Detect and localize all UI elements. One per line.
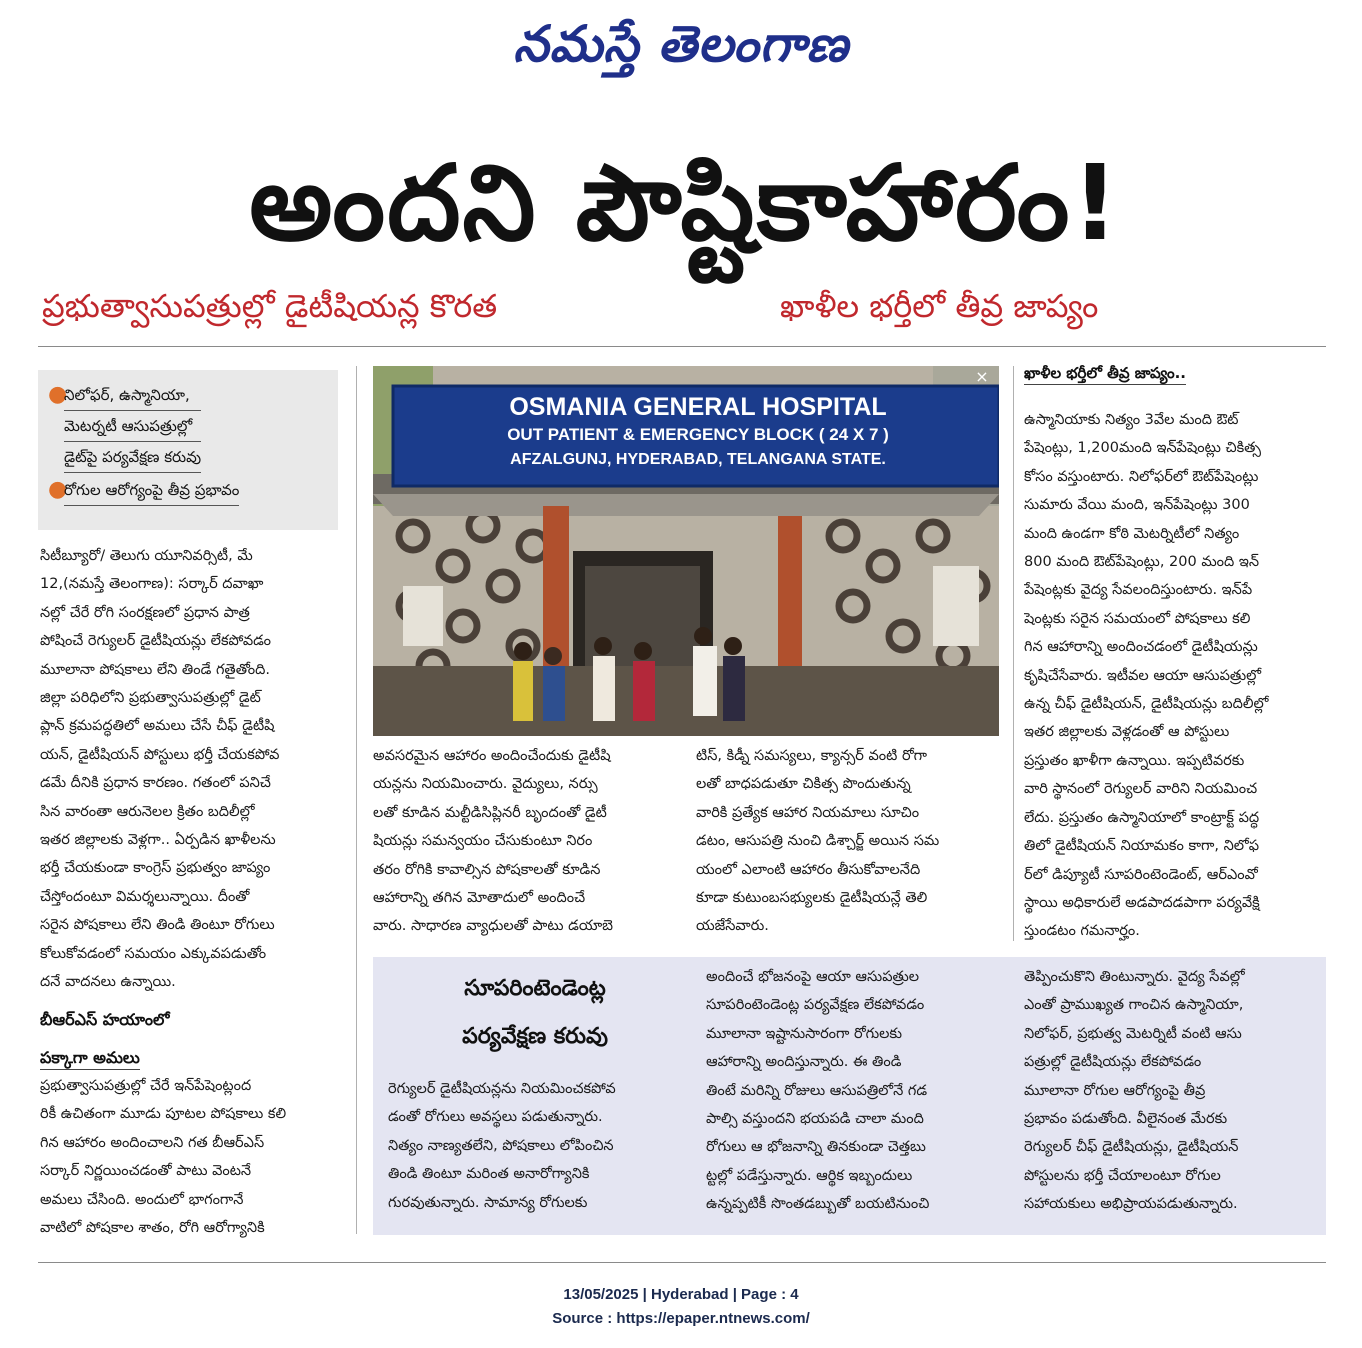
text-line: స్తుండటం గమనార్హం. (1024, 923, 1140, 940)
text-line: టిస్‌, కిడ్నీ సమస్యలు, క్యాన్సర్‌ వంటి రోగా (696, 748, 927, 764)
text-line: గిన ఆహారాన్ని అందించడంలో డైటీషియన్లు (1024, 639, 1258, 656)
text-line: రెగ్యులర్‌ చీఫ్‌ డైటీషియన్లు, డైటీషియన్‌ (1024, 1139, 1239, 1156)
text-line: సుమారు వేయి మంది, ఇన్‌పేషెంట్లు 300 (1024, 497, 1250, 514)
text-line: వారు. సాధారణ వ్యాధులతో పాటు డయాబె (373, 918, 614, 935)
text-line: ర్‌లో డిప్యూటీ సూపరింటెండెంట్‌, ఆర్‌ఎంవో (1024, 866, 1258, 883)
column-4-subhead: ఖాళీల భర్తీలో తీవ్ర జాప్యం.. (1024, 356, 1324, 390)
text-line: ప్రభుత్వాసుపత్రుల్లో చేరే ఇన్‌పేషెంట్లంద (40, 1078, 252, 1094)
bullet-icon: ● (48, 477, 68, 502)
text-line: తిండి తింటూ మరింత అనారోగ్యానికి (388, 1166, 590, 1183)
article-column-1-continued (40, 1072, 340, 1242)
column-subhead: బీఆర్‌ఎస్‌ హయాంలో (40, 1010, 170, 1029)
text-line: లతో కూడిన మల్టీడిసిప్లినరీ బృందంతో డైటీ (373, 804, 607, 821)
text-line: వారి స్థానంలో రెగ్యులర్‌ వారిని నియమించ (1024, 781, 1258, 798)
text-line: ఆహారాన్ని తగిన మోతాదులో అందించే (373, 890, 586, 907)
text-line: నిలోఫర్‌, ప్రభుత్వ మెటర్నిటీ వంటి ఆసు (1024, 1025, 1242, 1042)
text-line: కూడా కుటుంబసభ్యులకు డైటీషియన్లే తెలి (696, 890, 928, 907)
sidebar-column-2 (706, 963, 1006, 1219)
text-line: సిటీబ్యూరో/ తెలుగు యూనివర్సిటీ, మే (40, 548, 253, 564)
text-line: లతో బాధపడుతూ చికిత్స పొందుతున్న (696, 776, 911, 793)
text-line: మూలానా పోషకాలు లేని తిండే గతైతోంది. (40, 661, 270, 678)
text-line: రెగ్యులర్‌ డైటీషియన్లను నియమించకపోవ (388, 1081, 616, 1097)
highlight-line: మెటర్నటీ ఆసుపత్రుల్లో (64, 411, 201, 442)
column-subhead: పక్కాగా అమలు (40, 1041, 340, 1075)
text-line: సిన వారంతా ఆరునెలల క్రితం బదిలీల్లో (40, 803, 255, 820)
text-line: అందించే భోజనంపై ఆయా ఆసుపత్రుల (706, 969, 920, 985)
sidebar-box-title: సూపరింటెండెంట్ల పర్యవేక్షణ కరువు (462, 976, 608, 1049)
article-column-3 (696, 742, 1000, 941)
sidebar-column-3 (1024, 963, 1320, 1219)
text-line: యజేసేవారు. (696, 918, 769, 935)
text-line: ఎంతో ప్రాముఖ్యత గాంచిన ఉస్మానియా, (1024, 997, 1244, 1014)
subheadline-right: ఖాళీల భర్తీలో తీవ్ర జాప్యం (780, 287, 1099, 325)
text-line: వారికి ప్రత్యేక ఆహార నియమాలు సూచిం (696, 804, 920, 821)
text-line: సర్కార్‌ నిర్ణయించడంతో పాటు వెంటనే (40, 1163, 252, 1180)
text-line: ఉన్నప్పటికీ సొంతడబ్బుతో బయటినుంచి (706, 1196, 930, 1213)
highlight-line: రోగుల ఆరోగ్యంపై తీవ్ర ప్రభావం (64, 475, 239, 506)
text-line: రికీ ఉచితంగా మూడు పూటల పోషకాలు కలి (40, 1106, 287, 1123)
highlight-item (48, 380, 330, 473)
text-line: లేదు. ప్రస్తుతం ఉస్మానియాలో కాంట్రాక్ట్‌ పద్ధ (1024, 809, 1260, 826)
top-divider (38, 346, 1326, 347)
headline: అందని పౌష్టికాహారం! (249, 142, 1121, 264)
bottom-divider (38, 1262, 1326, 1263)
text-line: పత్రుల్లో డైటీషియన్లు లేకపోవడం (1024, 1054, 1202, 1071)
text-line: తరం రోగికి కావాల్సిన పోషకాలతో కూడిన (373, 861, 601, 878)
text-line: జిల్లా పరిధిలోని ప్రభుత్వాసుపత్రుల్లో డైట్‌ (40, 690, 261, 707)
text-line: చేస్తోందంటూ విమర్శలున్నాయి. దీంతో (40, 888, 250, 905)
text-line: పోస్టులను భర్తీ చేయాలంటూ రోగుల (1024, 1167, 1221, 1184)
text-line: ఉన్న చీఫ్‌ డైటీషియన్‌, డైటీషియన్లు బదిలీల్లో (1024, 696, 1269, 713)
text-line: మంది ఉండగా కోఠి మెటర్నిటీలో నిత్యం (1024, 525, 1240, 542)
text-line: నిత్యం నాణ్యతలేని, పోషకాలు లోపించిన (388, 1137, 614, 1154)
text-line: మూలానా రోగుల ఆరోగ్యంపై తీవ్ర (1024, 1082, 1206, 1099)
hospital-sign-title: OSMANIA GENERAL HOSPITAL (509, 393, 887, 421)
text-line: ప్రస్తుతం ఖాళీగా ఉన్నాయి. ఇప్పటివరకు (1024, 752, 1245, 769)
highlight-line: డైట్‌పై పర్యవేక్షణ కరువు (64, 442, 201, 473)
bullet-icon: ● (48, 382, 68, 407)
text-line: పోషించే రెగ్యులర్‌ డైటీషియన్లు లేకపోవడం (40, 633, 272, 650)
text-line: ఇతర జిల్లాలకు వెళ్లగా.. ఏర్పడిన ఖాళీలను (40, 832, 276, 849)
text-line: దనే వాదనలు ఉన్నాయి. (40, 974, 176, 991)
text-line: యంలో ఎలాంటి ఆహారం తీసుకోవాలనేది (696, 861, 921, 878)
close-icon[interactable]: × (975, 367, 989, 386)
text-line: నల్లో చేరే రోగి సంరక్షణలో ప్రధాన పాత్ర (40, 604, 250, 621)
text-line: మూలానా ఇష్టానుసారంగా రోగులకు (706, 1025, 902, 1042)
text-line: స్థాయి అధికారులే అడపాదడపాగా పర్యవేక్షి (1024, 894, 1260, 911)
text-line: 800 మంది ఔట్‌పేషెంట్లు, 200 మంది ఇన్‌ (1024, 554, 1260, 571)
text-line: 12,(నమస్తే తెలంగాణ): సర్కార్‌ దవాఖా (40, 576, 264, 593)
article-column-1 (40, 542, 340, 997)
text-line: డంతో రోగులు అవస్థలు పడుతున్నారు. (388, 1109, 603, 1126)
article-column-4 (1024, 406, 1328, 946)
text-line: సూపరింటెండెంట్ల పర్యవేక్షణ లేకపోవడం (706, 997, 925, 1014)
text-line: ఇతర జిల్లాలకు వెళ్లడంతో ఆ పోస్టులు (1024, 724, 1230, 741)
text-line: ట్టల్లో పడేస్తున్నారు. ఆర్థిక ఇబ్బందులు (706, 1167, 913, 1184)
text-line: షెంట్లకు సరైన సమయంలో పోషకాలు కలి (1024, 610, 1251, 627)
text-line: అమలు చేసింది. అందులో భాగంగానే (40, 1191, 244, 1208)
text-line: సహాయకులు అభిప్రాయపడుతున్నారు. (1024, 1196, 1238, 1213)
text-line: పాల్సి వస్తుందని భయపడి చాలా మంది (706, 1111, 924, 1128)
text-line: గురవుతున్నారు. సామాన్య రోగులకు (388, 1194, 588, 1211)
text-line: కృషిచేసేవారు. ఇటీవల ఆయా ఆసుపత్రుల్లో (1024, 667, 1262, 684)
article-column-2 (373, 742, 673, 941)
text-line: అవసరమైన ఆహారం అందించేందుకు డైటీషి (373, 748, 611, 764)
footer-source-link[interactable]: Source : https://epaper.ntnews.com/ (552, 1310, 810, 1327)
text-line: డటం, ఆసుపత్రి నుంచి డిశ్చార్జ్‌ అయిన సమ (696, 833, 940, 850)
text-line: పేషెంట్లు, 1,200మంది ఇన్‌పేషెంట్లు చికిత్స (1024, 440, 1262, 457)
highlight-line: నిలోఫర్‌, ఉస్మానియా, (64, 380, 201, 411)
text-line: వాటిలో పోషకాల శాతం, రోగి ఆరోగ్యానికి (40, 1220, 265, 1237)
column-divider (1013, 366, 1014, 941)
text-line: పేషెంట్లకు వైద్య సేవలందిస్తుంటారు. ఇన్‌పే (1024, 582, 1253, 599)
hospital-sign-subtitle: OUT PATIENT & EMERGENCY BLOCK ( 24 X 7 ) (507, 425, 889, 444)
hospital-photo (373, 366, 999, 736)
masthead-logo: నమస్తే తెలంగాణ (513, 14, 849, 73)
footer-dateline: 13/05/2025 | Hyderabad | Page : 4 (563, 1286, 799, 1303)
text-line: షియన్లు సమన్వయం చేసుకుంటూ నిరం (373, 833, 593, 850)
subheadline-left: ప్రభుత్వాసుపత్రుల్లో డైటీషియన్ల కొరత (42, 287, 498, 325)
highlight-item (48, 475, 330, 506)
text-line: యన్లను నియమించారు. వైద్యులు, నర్సు (373, 776, 598, 793)
highlights-box (38, 370, 338, 530)
text-line: రోగులు ఆ భోజనాన్ని తినకుండా చెత్తబు (706, 1139, 926, 1156)
text-line: తెప్పించుకొని తింటున్నారు. వైద్య సేవల్లో (1024, 969, 1245, 985)
text-line: గిన ఆహారం అందించాలని గత బీఆర్‌ఎస్‌ (40, 1134, 265, 1151)
text-line: తిలో డైటీషియన్‌ నియామకం కాగా, నిలోఫ (1024, 838, 1260, 855)
text-line: ప్లాన్‌ క్రమపద్ధతిలో అమలు చేసే చీఫ్‌ డైటీషి (40, 718, 275, 735)
column-divider (356, 366, 357, 1234)
text-line: కోలుకోవడంలో సమయం ఎక్కువపడుతోం (40, 945, 267, 962)
text-line: తింటే మరిన్ని రోజులు ఆసుపత్రిలోనే గడ (706, 1082, 928, 1099)
text-line: భర్తీ చేయకుండా కాంగ్రెస్‌ ప్రభుత్వం జాప్యం (40, 860, 271, 877)
text-line: ఉస్మానియాకు నిత్యం 3వేల మంది ఔట్‌ (1024, 412, 1239, 428)
text-line: ప్రభావం పడుతోంది. వీలైనంత మేరకు (1024, 1111, 1228, 1128)
sidebar-column-1 (388, 1075, 688, 1217)
text-line: ఆహారాన్ని అందిస్తున్నారు. ఈ తిండి (706, 1054, 902, 1071)
text-line: డమే దీనికి ప్రధాన కారణం. గతంలో పనిచే (40, 775, 271, 792)
hospital-sign-address: AFZALGUNJ, HYDERABAD, TELANGANA STATE. (510, 451, 886, 468)
text-line: సరైన పోషకాలు లేని తిండి తింటూ రోగులు (40, 917, 275, 934)
text-line: యన్‌, డైటీషియన్‌ పోస్టులు భర్తీ చేయకపోవ (40, 746, 280, 763)
text-line: కోసం వస్తుంటారు. నిలోఫర్‌లో ఔట్‌పేషెంట్లు (1024, 468, 1259, 485)
